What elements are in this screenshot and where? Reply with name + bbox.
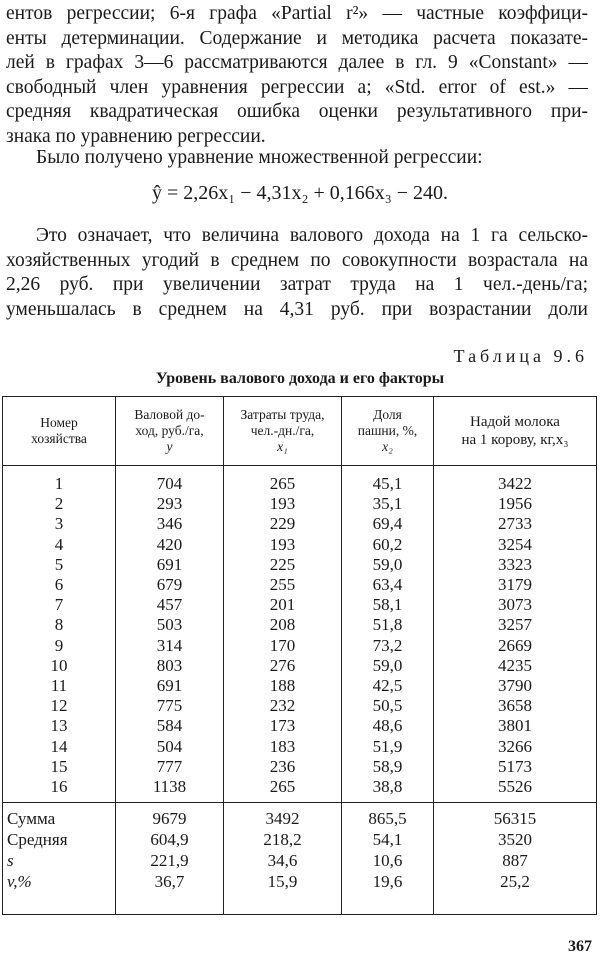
table-cell: 314 — [116, 636, 224, 656]
table-cell: 60,2 — [342, 535, 434, 555]
table-row — [3, 636, 597, 656]
table-row — [3, 514, 597, 534]
table-cell: 265 — [224, 777, 342, 803]
table-cell: 51,8 — [342, 615, 434, 635]
table-cell: 803 — [116, 656, 224, 676]
table-cell: 420 — [116, 535, 224, 555]
table-cell: 208 — [224, 615, 342, 635]
summary-cell: 25,2 — [434, 871, 597, 915]
table-cell: 59,0 — [342, 656, 434, 676]
table-body — [3, 466, 597, 803]
table-row — [3, 696, 597, 716]
table-cell: 173 — [224, 716, 342, 736]
table-number: Таблица 9.6 — [453, 346, 588, 366]
summary-cell: 865,5 — [342, 803, 434, 830]
table-cell: 3266 — [434, 737, 597, 757]
table-cell: 3254 — [434, 535, 597, 555]
table-row — [3, 737, 597, 757]
summary-label: v,% — [3, 871, 116, 915]
table-cell: 15 — [3, 757, 116, 777]
summary-cell: 19,6 — [342, 871, 434, 915]
text-line: средняя квадратическая ошибка оценки результативного при- — [6, 101, 588, 122]
table-cell: 9 — [3, 636, 116, 656]
summary-cell: 36,7 — [116, 871, 224, 915]
table-cell: 58,9 — [342, 757, 434, 777]
summary-cell: 604,9 — [116, 829, 224, 850]
table-cell: 183 — [224, 737, 342, 757]
table-cell: 50,5 — [342, 696, 434, 716]
table-cell: 188 — [224, 676, 342, 696]
table-cell: 3658 — [434, 696, 597, 716]
table-cell: 1138 — [116, 777, 224, 803]
header-farm-number: Номер хозяйства — [3, 397, 116, 466]
paragraph-interpretation — [6, 224, 588, 322]
table-cell: 6 — [3, 575, 116, 595]
table-cell: 1 — [3, 466, 116, 495]
table-cell: 58,1 — [342, 595, 434, 615]
table-cell: 255 — [224, 575, 342, 595]
header-arable-share: Доля пашни, %, x₂ — [342, 397, 434, 466]
table-summary — [3, 803, 597, 915]
table-cell: 777 — [116, 757, 224, 777]
summary-label: Сумма — [3, 803, 116, 830]
table-row — [3, 676, 597, 696]
table-cell: 193 — [224, 535, 342, 555]
table-cell: 704 — [116, 466, 224, 495]
table-row — [3, 656, 597, 676]
table-cell: 3801 — [434, 716, 597, 736]
table-cell: 3179 — [434, 575, 597, 595]
table-cell: 12 — [3, 696, 116, 716]
table-cell: 293 — [116, 494, 224, 514]
text-line: уменьшалась в среднем на 4,31 руб. при возрастании доли — [6, 298, 588, 320]
summary-cell: 10,6 — [342, 850, 434, 871]
table-cell: 2733 — [434, 514, 597, 534]
text-line: 2,26 руб. при увеличении затрат труда на 1 чел.-день/га; — [6, 274, 588, 295]
table-cell: 13 — [3, 716, 116, 736]
summary-cell: 34,6 — [224, 850, 342, 871]
table-cell: 1956 — [434, 494, 597, 514]
table-cell: 5 — [3, 555, 116, 575]
data-table — [2, 396, 597, 915]
table-cell: 11 — [3, 676, 116, 696]
table-cell: 170 — [224, 636, 342, 656]
table-cell: 3790 — [434, 676, 597, 696]
summary-row — [3, 829, 597, 850]
table-cell: 4 — [3, 535, 116, 555]
table-cell: 775 — [116, 696, 224, 716]
table-cell: 14 — [3, 737, 116, 757]
table-cell: 691 — [116, 676, 224, 696]
table-cell: 4235 — [434, 656, 597, 676]
table-cell: 63,4 — [342, 575, 434, 595]
table-cell: 679 — [116, 575, 224, 595]
summary-cell: 9679 — [116, 803, 224, 830]
table-cell: 38,8 — [342, 777, 434, 803]
header-milk-yield: Надой молока на 1 корову, кг,x₃ — [434, 397, 597, 466]
table-cell: 48,6 — [342, 716, 434, 736]
table-cell: 69,4 — [342, 514, 434, 534]
table-cell: 3422 — [434, 466, 597, 495]
table-title: Уровень валового дохода и его факторы — [155, 370, 445, 387]
table-cell: 73,2 — [342, 636, 434, 656]
summary-cell: 218,2 — [224, 829, 342, 850]
table-row — [3, 777, 597, 803]
table-cell: 3323 — [434, 555, 597, 575]
table-row — [3, 555, 597, 575]
table-row — [3, 615, 597, 635]
table-cell: 193 — [224, 494, 342, 514]
summary-cell: 887 — [434, 850, 597, 871]
table-cell: 51,9 — [342, 737, 434, 757]
summary-cell: 15,9 — [224, 871, 342, 915]
text-line: лей в графах 3—6 рассматриваются далее в гл. 9 «Constant» — — [6, 52, 588, 73]
regression-equation: ŷ = 2,26x₁ − 4,31x₂ + 0,166x₃ − 240. — [151, 182, 449, 204]
table-cell: 346 — [116, 514, 224, 534]
table-cell: 5173 — [434, 757, 597, 777]
summary-cell: 54,1 — [342, 829, 434, 850]
table-cell: 229 — [224, 514, 342, 534]
paragraph-continuation — [6, 2, 588, 149]
table-cell: 584 — [116, 716, 224, 736]
table-cell: 2 — [3, 494, 116, 514]
table-row — [3, 535, 597, 555]
table-cell: 59,0 — [342, 555, 434, 575]
table-cell: 236 — [224, 757, 342, 777]
table-cell: 16 — [3, 777, 116, 803]
table-cell: 8 — [3, 615, 116, 635]
header-gross-income: Валовой до- ход, руб./га, y — [116, 397, 224, 466]
paragraph-intro: Было получено уравнение множественной регрессии: — [36, 147, 483, 168]
text-line: енты детерминации. Содержание и методика расчета показате- — [6, 27, 588, 49]
summary-row — [3, 803, 597, 830]
table-cell: 276 — [224, 656, 342, 676]
table-row — [3, 466, 597, 495]
table-cell: 35,1 — [342, 494, 434, 514]
summary-cell: 56315 — [434, 803, 597, 830]
text-line: Это означает, что величина валового дохода на 1 га сельско- — [36, 225, 588, 246]
table-cell: 225 — [224, 555, 342, 575]
table-cell: 2669 — [434, 636, 597, 656]
table-cell: 3073 — [434, 595, 597, 615]
text-line: хозяйственных угодий в среднем по совокупности возрастала на — [6, 249, 588, 271]
table-cell: 10 — [3, 656, 116, 676]
summary-row — [3, 850, 597, 871]
summary-cell: 3492 — [224, 803, 342, 830]
table-cell: 457 — [116, 595, 224, 615]
table-cell: 3257 — [434, 615, 597, 635]
summary-cell: 221,9 — [116, 850, 224, 871]
text-line: ентов регрессии; 6-я графа «Partial r²» — частные коэффици- — [6, 3, 588, 24]
table-cell: 7 — [3, 595, 116, 615]
table-cell: 3 — [3, 514, 116, 534]
table-cell: 201 — [224, 595, 342, 615]
table-cell: 265 — [224, 466, 342, 495]
header-row — [3, 397, 597, 466]
table-row — [3, 595, 597, 615]
text-line: свободный член уравнения регрессии a; «Std. error of est.» — — [6, 76, 588, 98]
table-cell: 42,5 — [342, 676, 434, 696]
summary-label: Средняя — [3, 829, 116, 850]
table-cell: 503 — [116, 615, 224, 635]
summary-label: s — [3, 850, 116, 871]
table-row — [3, 757, 597, 777]
table-cell: 691 — [116, 555, 224, 575]
table-cell: 504 — [116, 737, 224, 757]
table-cell: 45,1 — [342, 466, 434, 495]
text-line: знака по уравнению регрессии. — [6, 125, 266, 147]
summary-cell: 3520 — [434, 829, 597, 850]
header-labor-cost: Затраты труда, чел.-дн./га, x₁ — [224, 397, 342, 466]
table-row — [3, 575, 597, 595]
summary-row — [3, 871, 597, 915]
table-row — [3, 494, 597, 514]
table-cell: 5526 — [434, 777, 597, 803]
page-number: 367 — [568, 938, 592, 955]
table-cell: 232 — [224, 696, 342, 716]
table-row — [3, 716, 597, 736]
